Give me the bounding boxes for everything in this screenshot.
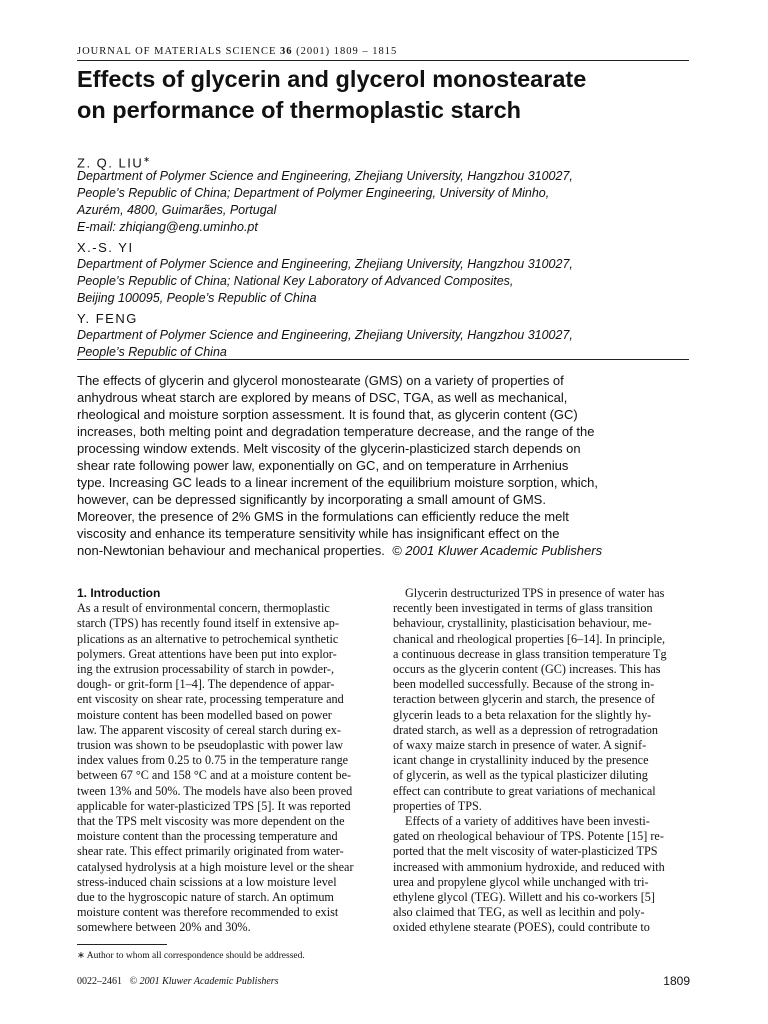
header-rule [77, 60, 689, 61]
footer-copyright: © 2001 Kluwer Academic Publishers [129, 976, 279, 987]
journal-volume: 36 [280, 46, 293, 57]
journal-year-pages: (2001) 1809 – 1815 [296, 46, 398, 57]
page-footer [77, 976, 279, 987]
journal-name: JOURNAL OF MATERIALS SCIENCE [77, 46, 277, 57]
title-line: on performance of thermoplastic starch [77, 97, 521, 123]
author-name: X.-S. YI [77, 240, 134, 255]
page-number: 1809 [663, 974, 690, 988]
left-column: 1. Introduction As a result of environmental concern, thermoplastic starch (TPS) has recently found itself in extensive ap- plications as an alternative to petrochemical synthetic polymers. Great attentions have been put into explor- ing the extrusion processability of starch in powder-, dough- or grit-form [1–4]. The dependence of appar- ent viscosity on shear rate, processing temperature and moisture content has been modelled based on power law. The apparent viscosity of cereal starch during ex- trusion was shown to be pseudoplastic with power law index values from 0.25 to 0.75 in the temperature range between 67 °C and 158 °C and at a moisture content be- tween 13% and 50%. The models have also been proved applicable for water-plasticized TPS [5]. It was reported that the TPS melt viscosity was more dependent on the moisture content than the processing temperature and shear rate. This effect primarily originated from water- catalysed hydrolysis at a high moisture level or the shear stress-induced chain scissions at a low moisture level due to the hygroscopic nature of starch. An optimum moisture content was therefore recommended to exist somewhere between 20% and 30%. [77, 586, 372, 936]
right-column: Glycerin destructurized TPS in presence of water has recently been investigated in terms of glass transition behaviour, crystallinity, plasticisation behaviour, me- chanical and rheological properties [6–14]. In principle, a continuous decrease in glass transition temperature Tg occurs as the glycerin content (GC) increases. This has been modelled successfully. Because of the strong in- teraction between glycerin and starch, the presence of glycerin leads to a beta relaxation for the slightly hy- drated starch, as well as a depression of retrogradation of waxy maize starch in presence of water. A signif- icant change in crystallinity induced by the presence of glycerin, as well as the typical plasticizer diluting effect can contribute to great variations of mechanical properties of TPS. Effects of a variety of additives have been investi- gated on rheological behaviour of TPS. Potente [15] re- ported that the melt viscosity of water-plasticized TPS increased with ammonium hydroxide, and reduced with urea and propylene glycol while unchanged with tri- ethylene glycol (TEG). Willett and his co-workers [5] also claimed that TEG, as well as lecithin and poly- oxided ethylene stearate (POES), could contribute to [393, 586, 667, 935]
correspondence-mark: ∗ [143, 155, 150, 164]
abstract: The effects of glycerin and glycerol monostearate (GMS) on a variety of properties of anhydrous wheat starch are explored by means of DSC, TGA, as well as mechanical, rheological and moisture sorption assessment. It is found that, as glycerin content (GC) increases, both melting point and degradation temperature decrease, and the range of the processing window extends. Melt viscosity of the glycerin-plasticized starch depends on shear rate following power law, exponentially on GC, and on temperature in Arrhenius type. Increasing GC leads to a linear increment of the equilibrium moisture sorption, which, however, can be depressed significantly by incorporating a small amount of GMS. Moreover, the presence of 2% GMS in the formulations can efficiently reduce the melt viscosity and enhance its temperature sensitivity while has insignificant effect on the non-Newtonian behaviour and mechanical properties. © 2001 Kluwer Academic Publishers [77, 372, 691, 559]
footnote-rule [77, 944, 167, 945]
author-email: E-mail: zhiqiang@eng.uminho.pt [77, 220, 258, 234]
article-title [77, 64, 689, 126]
section-heading: 1. Introduction [77, 586, 161, 600]
title-line: Effects of glycerin and glycerol monostearate [77, 66, 587, 92]
author-block [77, 151, 697, 364]
footnote: ∗ Author to whom all correspondence should be addressed. [77, 951, 305, 961]
abstract-rule [77, 359, 689, 360]
author-name: Z. Q. LIU∗ [77, 155, 150, 171]
abstract-last-line: non-Newtonian behaviour and mechanical properties. © 2001 Kluwer Academic Publishers [77, 543, 603, 558]
author-affiliation: Department of Polymer Science and Engineering, Zhejiang University, Hangzhou 310027, People’s Republic of China; Department of Polymer Engineering, University of Minho, Azurém, 4800, Guimarães, Portugal E-mail: zhiqiang@eng.uminho.pt [77, 168, 697, 236]
author-affiliation: Department of Polymer Science and Engineering, Zhejiang University, Hangzhou 310027, People’s Republic of China [77, 328, 573, 359]
abstract-copyright: © 2001 Kluwer Academic Publishers [392, 543, 603, 558]
issn: 0022–2461 [77, 976, 122, 987]
author-name: Y. FENG [77, 311, 138, 326]
author-affiliation: Department of Polymer Science and Engineering, Zhejiang University, Hangzhou 310027, People’s Republic of China; National Key Laboratory of Advanced Composites, Beijing 100095, People’s Republic of China [77, 257, 573, 305]
journal-header [77, 46, 397, 57]
